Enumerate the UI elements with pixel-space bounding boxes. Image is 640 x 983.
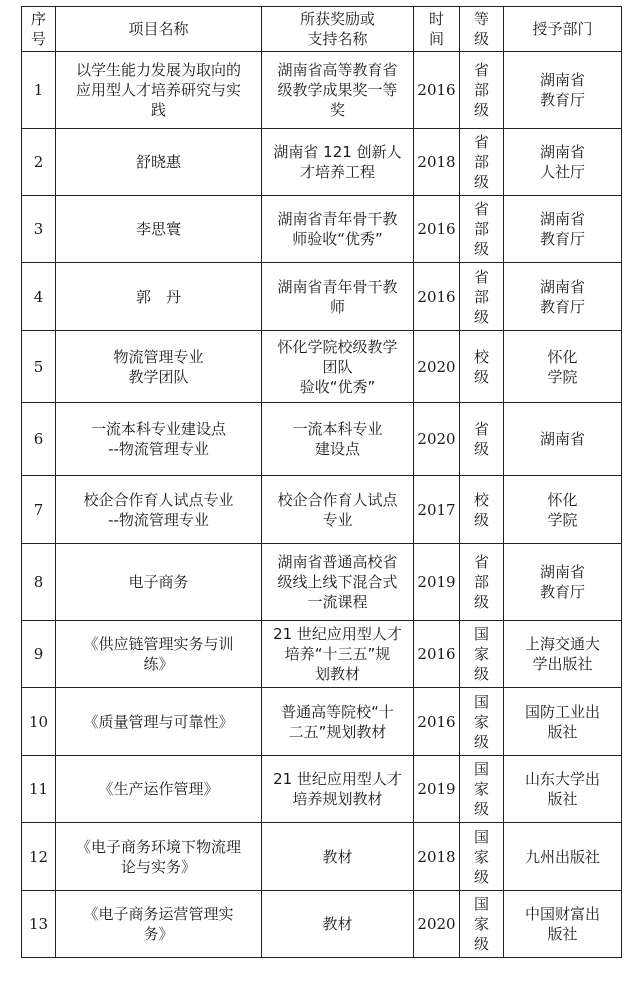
cell-level: 省 部 级 [460,544,504,621]
cell-level: 省 部 级 [460,196,504,263]
cell-level: 国 家 级 [460,823,504,891]
cell-level: 省 部 级 [460,52,504,129]
cell-department: 湖南省 教育厅 [504,263,622,331]
cell-level: 国 家 级 [460,891,504,958]
cell-seq: 7 [22,476,56,544]
cell-department: 湖南省 教育厅 [504,544,622,621]
cell-award-name: 湖南省青年骨干教 师 [262,263,414,331]
cell-project-name: 以学生能力发展为取向的 应用型人才培养研究与实 践 [56,52,262,129]
cell-department: 怀化 学院 [504,476,622,544]
cell-seq: 9 [22,621,56,688]
cell-seq: 11 [22,756,56,823]
header-year: 时 间 [414,7,460,52]
table-body [22,52,622,958]
cell-year: 2017 [414,476,460,544]
cell-project-name: 《供应链管理实务与训 练》 [56,621,262,688]
cell-project-name: 《电子商务环境下物流理 论与实务》 [56,823,262,891]
cell-year: 2016 [414,263,460,331]
cell-award-name: 湖南省高等教育省 级教学成果奖一等 奖 [262,52,414,129]
cell-seq: 10 [22,688,56,756]
table-row [22,403,622,476]
cell-level: 国 家 级 [460,621,504,688]
cell-department: 山东大学出 版社 [504,756,622,823]
cell-level: 校 级 [460,331,504,403]
cell-project-name: 舒晓惠 [56,129,262,196]
cell-award-name: 教材 [262,891,414,958]
cell-department: 上海交通大 学出版社 [504,621,622,688]
cell-seq: 5 [22,331,56,403]
table-header [22,7,622,52]
cell-seq: 6 [22,403,56,476]
table-row [22,891,622,958]
cell-level: 省 部 级 [460,129,504,196]
cell-award-name: 湖南省青年骨干教 师验收“优秀” [262,196,414,263]
table-row [22,823,622,891]
cell-department: 九州出版社 [504,823,622,891]
cell-level: 省 部 级 [460,263,504,331]
cell-year: 2016 [414,621,460,688]
cell-seq: 13 [22,891,56,958]
cell-project-name: 《生产运作管理》 [56,756,262,823]
cell-department: 湖南省 教育厅 [504,196,622,263]
cell-award-name: 21 世纪应用型人才 培养“十三五”规 划教材 [262,621,414,688]
cell-year: 2019 [414,544,460,621]
cell-seq: 1 [22,52,56,129]
table-row [22,129,622,196]
cell-project-name: 郭 丹 [56,263,262,331]
header-award-name: 所获奖励或 支持名称 [262,7,414,52]
header-level: 等 级 [460,7,504,52]
cell-project-name: 物流管理专业 教学团队 [56,331,262,403]
table-row [22,196,622,263]
cell-department: 中国财富出 版社 [504,891,622,958]
cell-project-name: 校企合作育人试点专业 --物流管理专业 [56,476,262,544]
cell-level: 国 家 级 [460,756,504,823]
table-row [22,331,622,403]
cell-year: 2020 [414,403,460,476]
table-row [22,621,622,688]
table-row [22,544,622,621]
cell-award-name: 湖南省 121 创新人 才培养工程 [262,129,414,196]
cell-project-name: 电子商务 [56,544,262,621]
table-row [22,688,622,756]
cell-award-name: 21 世纪应用型人才 培养规划教材 [262,756,414,823]
cell-level: 国 家 级 [460,688,504,756]
cell-year: 2016 [414,196,460,263]
cell-department: 怀化 学院 [504,331,622,403]
cell-year: 2018 [414,823,460,891]
cell-department: 湖南省 教育厅 [504,52,622,129]
table-row [22,756,622,823]
cell-year: 2018 [414,129,460,196]
cell-award-name: 教材 [262,823,414,891]
cell-year: 2016 [414,52,460,129]
awards-table [21,6,622,958]
cell-seq: 4 [22,263,56,331]
cell-project-name: 《电子商务运营管理实 务》 [56,891,262,958]
cell-award-name: 湖南省普通高校省 级线上线下混合式 一流课程 [262,544,414,621]
cell-project-name: 李思寰 [56,196,262,263]
header-row [22,7,622,52]
cell-award-name: 普通高等院校“十 二五”规划教材 [262,688,414,756]
cell-level: 校 级 [460,476,504,544]
header-seq: 序 号 [22,7,56,52]
cell-seq: 12 [22,823,56,891]
cell-year: 2020 [414,331,460,403]
cell-seq: 2 [22,129,56,196]
cell-project-name: 一流本科专业建设点 --物流管理专业 [56,403,262,476]
cell-project-name: 《质量管理与可靠性》 [56,688,262,756]
cell-seq: 3 [22,196,56,263]
cell-seq: 8 [22,544,56,621]
cell-year: 2020 [414,891,460,958]
table-row [22,263,622,331]
cell-year: 2016 [414,688,460,756]
header-department: 授予部门 [504,7,622,52]
cell-level: 省 级 [460,403,504,476]
cell-award-name: 怀化学院校级教学 团队 验收“优秀” [262,331,414,403]
cell-department: 湖南省 [504,403,622,476]
cell-department: 国防工业出 版社 [504,688,622,756]
cell-department: 湖南省 人社厅 [504,129,622,196]
table-row [22,52,622,129]
cell-year: 2019 [414,756,460,823]
header-project-name: 项目名称 [56,7,262,52]
cell-award-name: 校企合作育人试点 专业 [262,476,414,544]
table-row [22,476,622,544]
cell-award-name: 一流本科专业 建设点 [262,403,414,476]
